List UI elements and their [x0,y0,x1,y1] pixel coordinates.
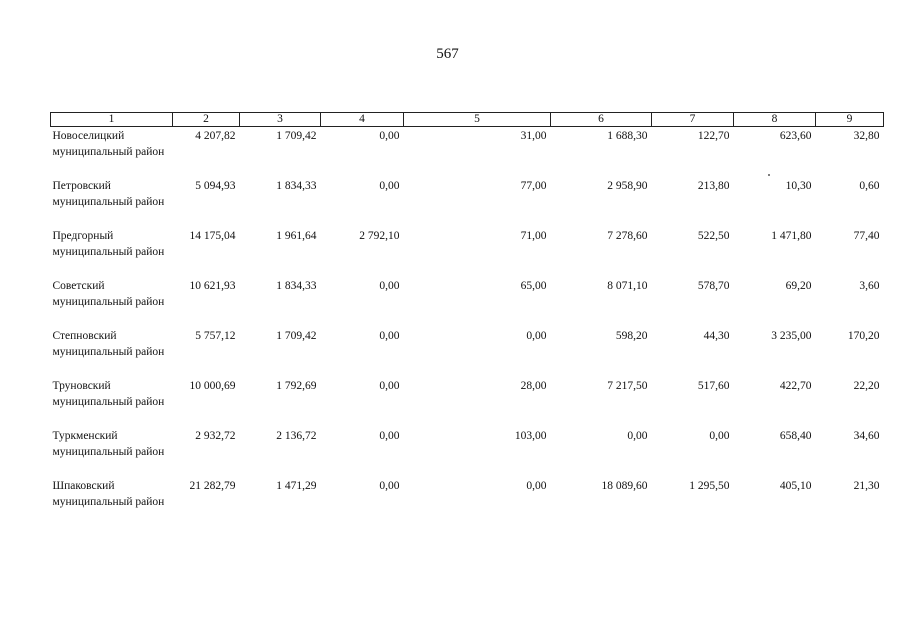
value-cell: 522,50 [697,230,730,242]
value-cell: 213,80 [697,180,730,192]
data-table [50,112,884,527]
district-name: Степновский муниципальный район [52,330,165,358]
value-cell: 0,00 [709,430,730,442]
column-header: 7 [652,113,734,127]
district-name: Петровский муниципальный район [52,180,165,208]
value-cell: 658,40 [779,430,812,442]
value-cell: 21 282,79 [189,480,236,492]
district-name: Труновский муниципальный район [52,380,165,408]
table-row [51,327,884,377]
value-cell: 8 071,10 [607,280,648,292]
value-cell: 0,00 [379,480,400,492]
value-cell: 22,20 [853,380,880,392]
value-cell: 1 471,80 [771,230,812,242]
value-cell: 3,60 [859,280,880,292]
column-header: 5 [404,113,551,127]
district-name: Предгорный муниципальный район [52,230,165,258]
value-cell: 7 278,60 [607,230,648,242]
value-cell: 623,60 [779,130,812,142]
value-cell: 2 792,10 [359,230,400,242]
value-cell: 103,00 [514,430,547,442]
value-cell: 0,60 [859,180,880,192]
scan-speck [768,174,770,176]
table-row [51,277,884,327]
value-cell: 2 136,72 [276,430,317,442]
value-cell: 10 621,93 [189,280,236,292]
value-cell: 1 709,42 [276,330,317,342]
value-cell: 1 295,50 [689,480,730,492]
value-cell: 405,10 [779,480,812,492]
district-name: Шпаковский муниципальный район [52,480,165,508]
value-cell: 28,00 [520,380,547,392]
value-cell: 122,70 [697,130,730,142]
table-body [51,127,884,528]
value-cell: 578,70 [697,280,730,292]
value-cell: 18 089,60 [601,480,648,492]
value-cell: 2 958,90 [607,180,648,192]
value-cell: 0,00 [379,430,400,442]
value-cell: 0,00 [379,380,400,392]
table-row [51,427,884,477]
value-cell: 1 834,33 [276,280,317,292]
table-row [51,477,884,527]
value-cell: 0,00 [379,180,400,192]
value-cell: 34,60 [853,430,880,442]
column-header: 6 [551,113,652,127]
table-row [51,127,884,178]
value-cell: 65,00 [520,280,547,292]
column-header: 1 [51,113,173,127]
district-name: Советский муниципальный район [52,280,165,308]
value-cell: 14 175,04 [189,230,236,242]
value-cell: 69,20 [785,280,812,292]
value-cell: 32,80 [853,130,880,142]
table-row [51,227,884,277]
page-number: 567 [436,46,459,62]
value-cell: 0,00 [526,480,547,492]
value-cell: 5 094,93 [195,180,236,192]
value-cell: 0,00 [379,130,400,142]
column-header: 2 [173,113,240,127]
value-cell: 21,30 [853,480,880,492]
value-cell: 10,30 [785,180,812,192]
table-row [51,177,884,227]
value-cell: 1 961,64 [276,230,317,242]
district-name: Новоселицкий муниципальный район [52,130,165,158]
value-cell: 2 932,72 [195,430,236,442]
table-row [51,377,884,427]
value-cell: 10 000,69 [189,380,236,392]
column-header: 9 [816,113,884,127]
value-cell: 77,00 [520,180,547,192]
district-name: Туркменский муниципальный район [52,430,165,458]
value-cell: 1 709,42 [276,130,317,142]
value-cell: 422,70 [779,380,812,392]
value-cell: 1 792,69 [276,380,317,392]
value-cell: 1 688,30 [607,130,648,142]
value-cell: 0,00 [379,330,400,342]
value-cell: 0,00 [379,280,400,292]
value-cell: 77,40 [853,230,880,242]
value-cell: 71,00 [520,230,547,242]
column-header: 3 [240,113,321,127]
value-cell: 7 217,50 [607,380,648,392]
column-header: 8 [734,113,816,127]
value-cell: 517,60 [697,380,730,392]
value-cell: 0,00 [627,430,648,442]
value-cell: 170,20 [847,330,880,342]
value-cell: 44,30 [703,330,730,342]
header-row [51,113,884,127]
value-cell: 5 757,12 [195,330,236,342]
value-cell: 3 235,00 [771,330,812,342]
value-cell: 598,20 [615,330,648,342]
value-cell: 4 207,82 [195,130,236,142]
value-cell: 1 834,33 [276,180,317,192]
column-header: 4 [321,113,404,127]
value-cell: 0,00 [526,330,547,342]
value-cell: 31,00 [520,130,547,142]
value-cell: 1 471,29 [276,480,317,492]
